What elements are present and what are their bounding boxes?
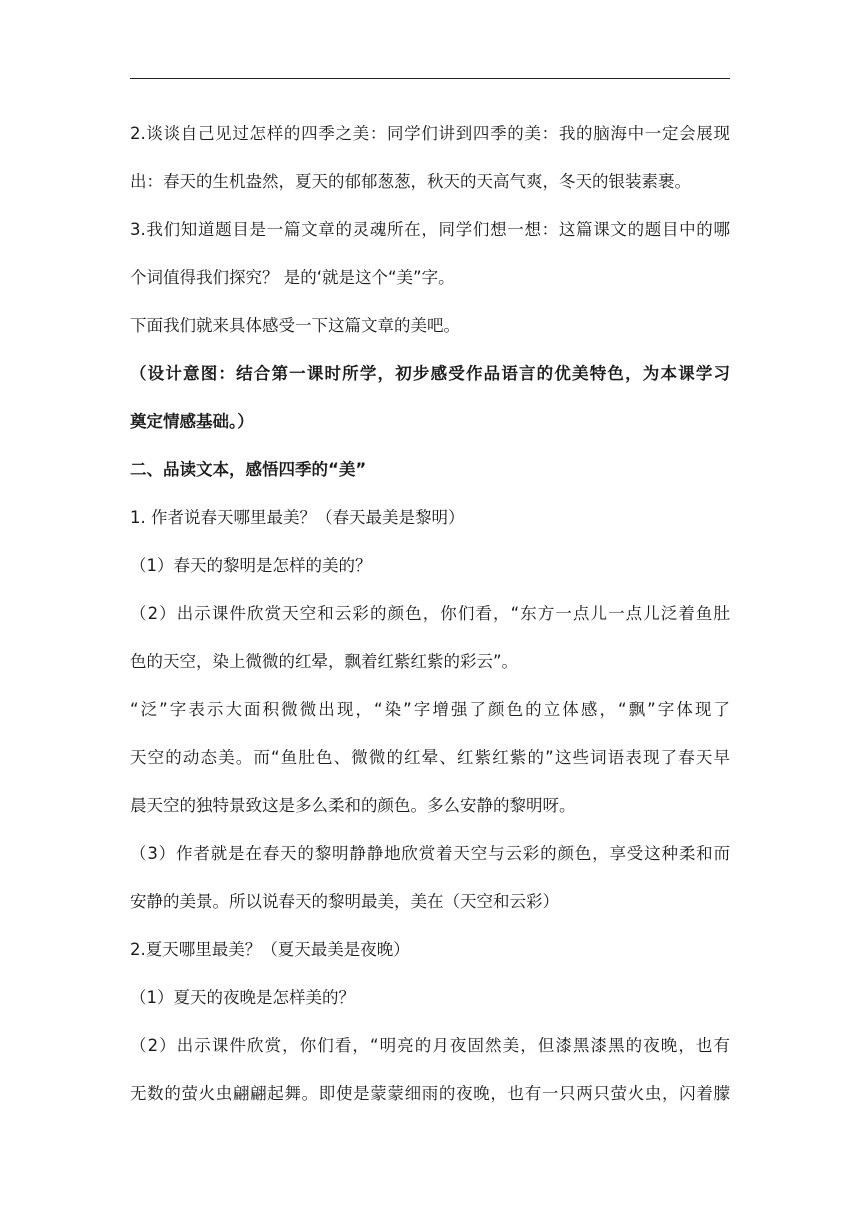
text-line: 天空的动态美。而“鱼肚色、微微的红晕、红紫红紫的”这些词语表现了春天早 bbox=[130, 748, 730, 767]
text-line: 3.我们知道题目是一篇文章的灵魂所在，同学们想一想：这篇课文的题目中的哪 bbox=[130, 220, 730, 239]
section-heading: 二、品读文本，感悟四季的“美” bbox=[130, 460, 367, 479]
text-line: 个词值得我们探究？ 是的‘就是这个“美”字。 bbox=[130, 268, 455, 287]
text-line: （3）作者就是在春天的黎明静静地欣赏着天空与云彩的颜色，享受这种柔和而 bbox=[130, 844, 730, 863]
question-line: 1. 作者说春天哪里最美？（春天最美是黎明） bbox=[130, 508, 465, 527]
header-rule bbox=[130, 78, 730, 79]
text-line: 2.谈谈自己见过怎样的四季之美：同学们讲到四季的美：我的脑海中一定会展现 bbox=[130, 124, 730, 143]
text-line: 色的天空，染上微微的红晕，飘着红紫红紫的彩云”。 bbox=[130, 652, 519, 671]
text-line: 安静的美景。所以说春天的黎明最美，美在（天空和云彩） bbox=[130, 892, 559, 911]
design-intent-line: 奠定情感基础。） bbox=[130, 412, 254, 431]
text-line: 出：春天的生机盎然，夏天的郁郁葱葱，秋天的天高气爽，冬天的银装素裹。 bbox=[130, 172, 691, 191]
text-line: （2）出示课件欣赏，你们看，“明亮的月夜固然美，但漆黑漆黑的夜晚，也有 bbox=[130, 1036, 730, 1055]
text-line: 下面我们就来具体感受一下这篇文章的美吧。 bbox=[130, 316, 460, 335]
text-line: “泛”字表示大面积微微出现，“染”字增强了颜色的立体感，“飘”字体现了 bbox=[130, 700, 730, 719]
text-line: （2）出示课件欣赏天空和云彩的颜色，你们看，“东方一点儿一点儿泛着鱼肚 bbox=[130, 604, 730, 623]
text-line: 无数的萤火虫翩翩起舞。即使是蒙蒙细雨的夜晚，也有一只两只萤火虫，闪着朦 bbox=[130, 1084, 730, 1103]
question-line: 2.夏天哪里最美？（夏天最美是夜晚） bbox=[130, 940, 410, 959]
document-body bbox=[130, 110, 730, 1118]
text-line: （1）夏天的夜晚是怎样美的？ bbox=[130, 988, 355, 1007]
text-line: 晨天空的独特景致这是多么柔和的颜色。多么安静的黎明呀。 bbox=[130, 796, 576, 815]
design-intent-line: （设计意图：结合第一课时所学，初步感受作品语言的优美特色，为本课学习 bbox=[130, 364, 730, 383]
text-line: （1）春天的黎明是怎样的美的？ bbox=[130, 556, 372, 575]
